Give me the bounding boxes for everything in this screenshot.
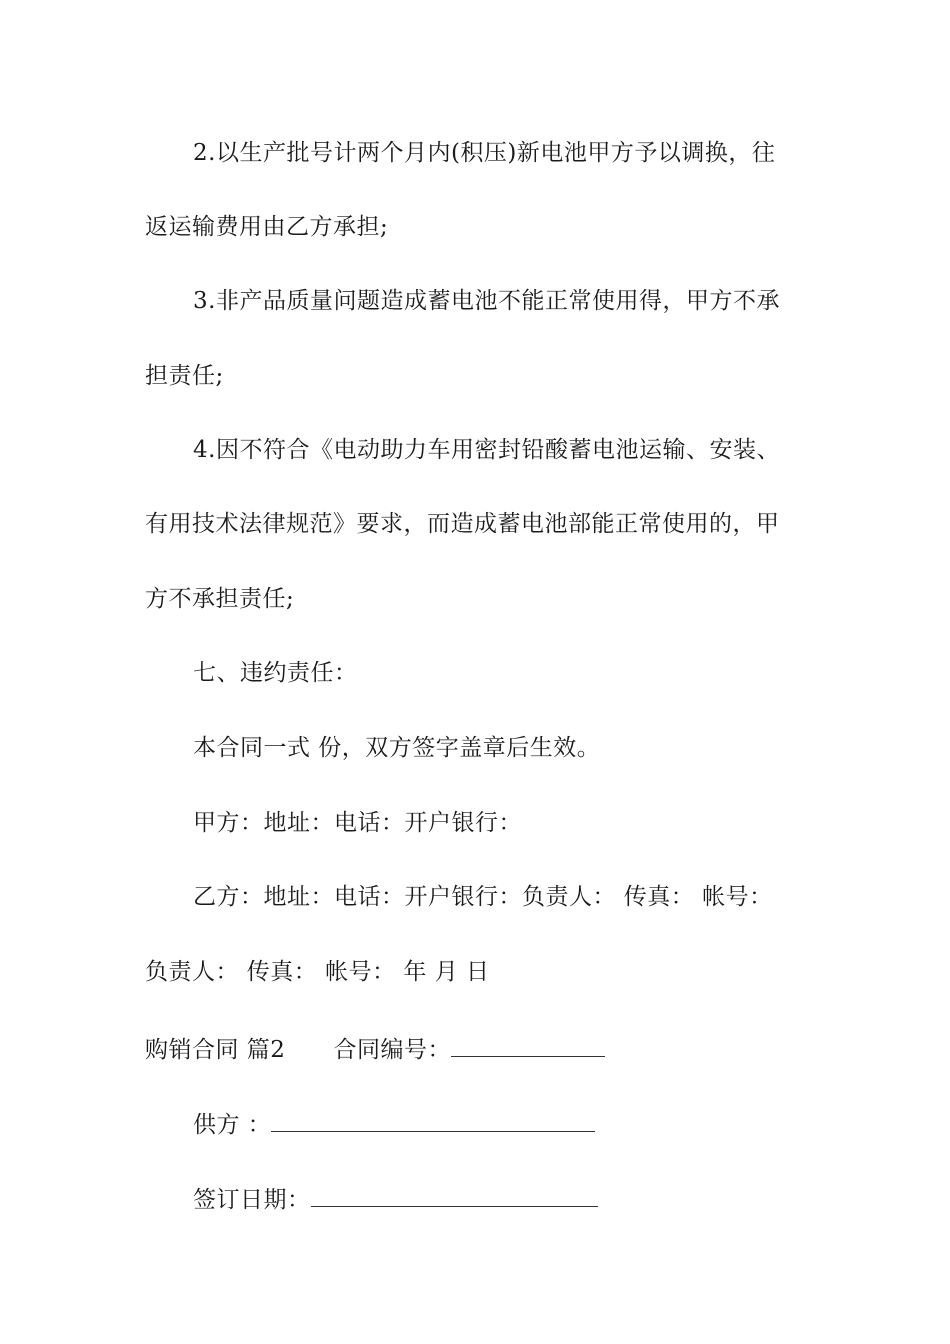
clause-2-line-2: 返运输费用由乙方承担; <box>145 214 389 240</box>
clause-4-line-1: 4.因不符合《电动助力车用密封铅酸蓄电池运输、安装、 <box>193 437 780 463</box>
contract-number-blank <box>451 1032 605 1057</box>
supplier-label: 供方 ： <box>193 1112 272 1138</box>
contract-2-header <box>145 1032 605 1065</box>
supplier-blank <box>271 1107 595 1132</box>
sign-date-row <box>193 1182 598 1215</box>
sign-date-label: 签订日期： <box>193 1187 311 1213</box>
contract-2-title: 购销合同 篇2 <box>145 1037 286 1063</box>
clause-4-line-2: 有用技术法律规范》要求，而造成蓄电池部能正常使用的，甲 <box>145 511 780 537</box>
copies-clause: 本合同一式 份，双方签字盖章后生效。 <box>193 735 601 761</box>
clause-2-line-1: 2.以生产批号计两个月内(积压)新电池甲方予以调换，往 <box>193 140 776 166</box>
party-a-info: 甲方：地址：电话：开户银行： <box>193 810 522 836</box>
supplier-row <box>193 1107 595 1140</box>
party-b-info-line-2: 负责人： 传真： 帐号： 年 月 日 <box>145 959 490 985</box>
contract-number-label: 合同编号： <box>333 1037 451 1063</box>
section-7-heading: 七、违约责任： <box>193 660 358 686</box>
clause-3-line-2: 担责任; <box>145 363 224 389</box>
clause-4-line-3: 方不承担责任; <box>145 586 295 612</box>
party-b-info-line-1: 乙方：地址：电话：开户银行：负责人： 传真： 帐号： <box>193 884 773 910</box>
clause-3-line-1: 3.非产品质量问题造成蓄电池不能正常使用得，甲方不承 <box>193 288 780 314</box>
sign-date-blank <box>311 1182 598 1207</box>
